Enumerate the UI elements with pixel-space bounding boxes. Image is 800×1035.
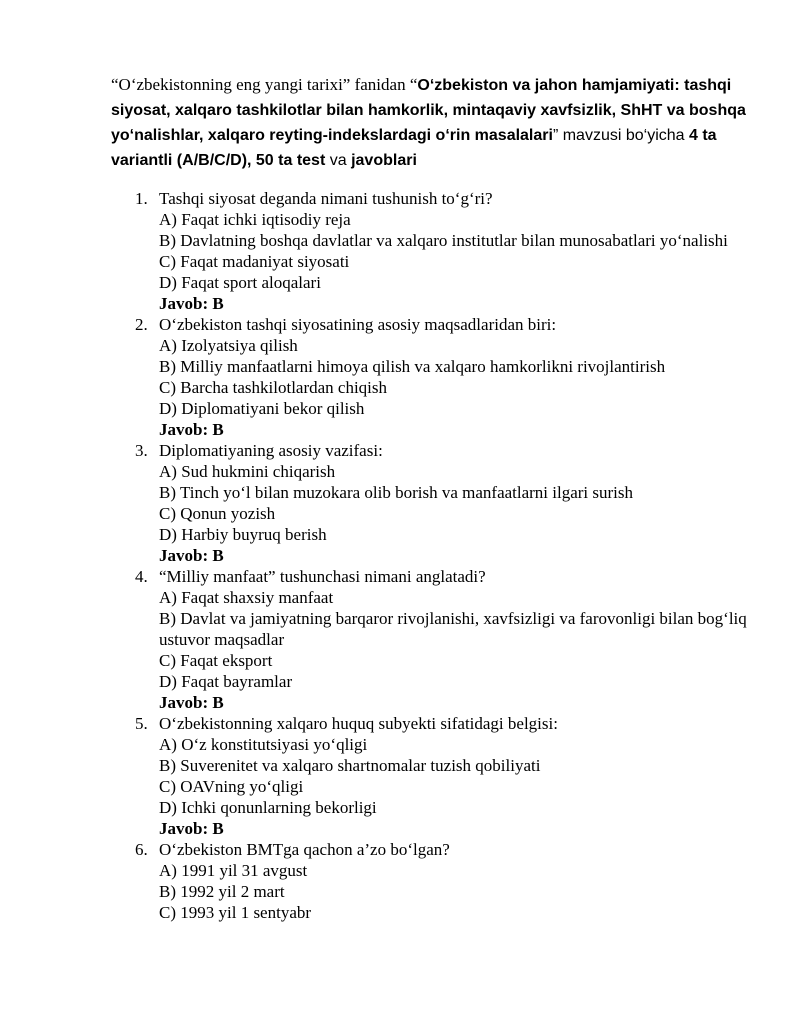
intro-text-2: ” mavzusi bo‘yicha [552, 127, 689, 144]
question-text: O‘zbekiston BMTga qachon a’zo bo‘lgan? [159, 840, 450, 859]
question-number: 3. [135, 441, 148, 460]
document-intro [111, 72, 751, 173]
answer-option: A) Faqat ichki iqtisodiy reja [159, 210, 351, 229]
question-text: “Milliy manfaat” tushunchasi nimani anglatadi? [159, 567, 486, 586]
answer-option: B) Tinch yo‘l bilan muzokara olib borish va manfaatlarni ilgari surish [159, 483, 634, 502]
answer-option: C) Faqat madaniyat siyosati [159, 252, 350, 271]
answer-option: C) Qonun yozish [159, 504, 276, 523]
question-item [111, 188, 751, 314]
question-text: O‘zbekiston tashqi siyosatining asosiy maqsadlaridan biri: [159, 315, 557, 334]
answer-option: A) 1991 yil 31 avgust [159, 861, 308, 880]
question-item [111, 440, 751, 566]
intro-text-3: va [325, 152, 352, 169]
answer-option: B) Davlatning boshqa davlatlar va xalqaro institutlar bilan munosabatlari yo‘nalishi [159, 231, 728, 250]
answer-option: D) Harbiy buyruq berish [159, 525, 327, 544]
question-item [111, 839, 751, 923]
question-number: 6. [135, 840, 148, 859]
question-number: 4. [135, 567, 148, 586]
question-item [111, 314, 751, 440]
question-number: 1. [135, 189, 148, 208]
question-item [111, 713, 751, 839]
correct-answer: Javob: B [159, 420, 224, 439]
answer-option: A) O‘z konstitutsiyasi yo‘qligi [159, 735, 368, 754]
answer-option: B) Milliy manfaatlarni himoya qilish va xalqaro hamkorlikni rivojlantirish [159, 357, 666, 376]
intro-answers-bold: javoblari [351, 152, 417, 169]
answer-option: C) Barcha tashkilotlardan chiqish [159, 378, 388, 397]
answer-option: C) Faqat eksport [159, 651, 273, 670]
intro-text-1: “O‘zbekistonning eng yangi tarixi” fanidan “ [111, 75, 418, 94]
question-text: O‘zbekistonning xalqaro huquq subyekti sifatidagi belgisi: [159, 714, 558, 733]
question-list [111, 188, 751, 923]
answer-option: C) 1993 yil 1 sentyabr [159, 903, 312, 922]
answer-option: A) Sud hukmini chiqarish [159, 462, 336, 481]
question-number: 2. [135, 315, 148, 334]
answer-option: D) Diplomatiyani bekor qilish [159, 399, 365, 418]
answer-option: C) OAVning yo‘qligi [159, 777, 304, 796]
answer-option: B) Suverenitet va xalqaro shartnomalar tuzish qobiliyati [159, 756, 541, 775]
intro-topic-bold: O‘zbekiston va jahon hamjamiyati: tashqi siyosat, xalqaro tashkilotlar bilan hamkorlik, mintaqaviy xavfsizlik, ShHT va boshqa yo‘nalishlar, xalqaro reyting-indekslardagi o‘rin masalalari [111, 77, 746, 144]
answer-option: A) Faqat shaxsiy manfaat [159, 588, 334, 607]
answer-option: B) Davlat va jamiyatning barqaror rivojlanishi, xavfsizligi va farovonligi bilan bog‘liq ustuvor maqsadlar [159, 609, 747, 649]
intro-format-bold: 4 ta variantli (A/B/C/D), 50 ta test [111, 127, 717, 169]
answer-option: D) Faqat sport aloqalari [159, 273, 321, 292]
answer-option: D) Faqat bayramlar [159, 672, 293, 691]
correct-answer: Javob: B [159, 546, 224, 565]
question-item [111, 566, 751, 713]
question-text: Tashqi siyosat deganda nimani tushunish to‘g‘ri? [159, 189, 493, 208]
answer-option: B) 1992 yil 2 mart [159, 882, 285, 901]
question-text: Diplomatiyaning asosiy vazifasi: [159, 441, 383, 460]
question-number: 5. [135, 714, 148, 733]
correct-answer: Javob: B [159, 294, 224, 313]
correct-answer: Javob: B [159, 693, 224, 712]
answer-option: A) Izolyatsiya qilish [159, 336, 298, 355]
answer-option: D) Ichki qonunlarning bekorligi [159, 798, 377, 817]
correct-answer: Javob: B [159, 819, 224, 838]
